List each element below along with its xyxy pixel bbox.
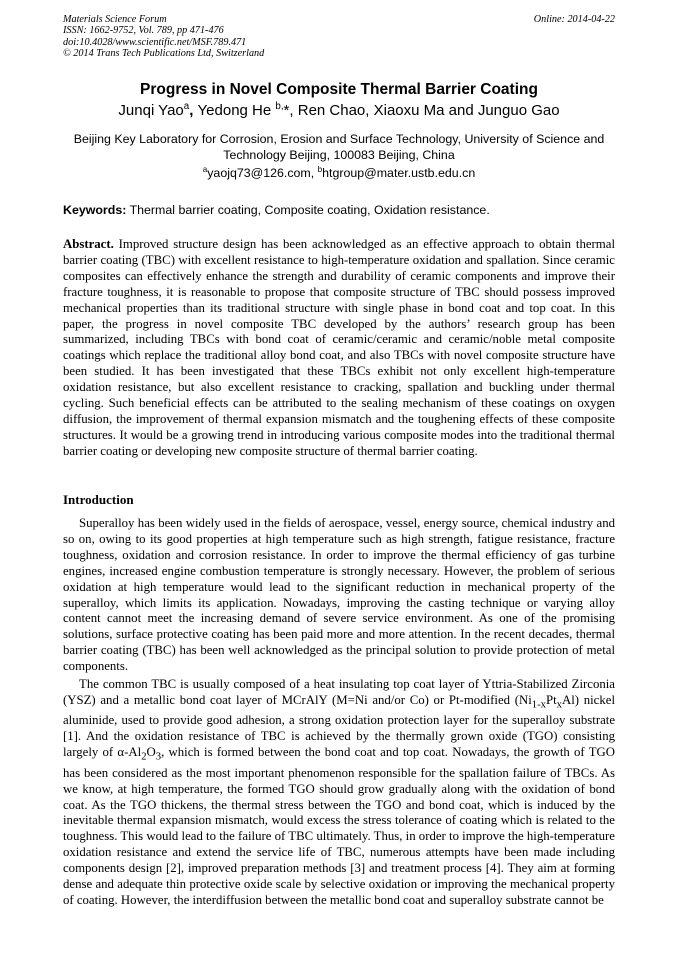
introduction-body [63,516,615,909]
paragraph: The common TBC is usually composed of a heat insulating top coat layer of Yttria-Stabilized Zirconia (YSZ) and a metallic bond coat layer of MCrAlY (M=Ni and/or Co) or Pt-modified $(Ni_{1-x}Pt_xAl)$ nickel aluminide, used to provide good adhesion, a strong oxidation protection layer for the superalloy substrate [1]. And the oxidation resistance of TBC is achieved by the thermally grown oxide (TGO) consisting largely of $\alpha-Al_2O_3$, which is formed between the bond coat and top coat. Nowadays, the growth of TGO has been considered as the most important phenomenon responsible for the spallation failure of TBCs. As we know, at high temperature, the formed TGO should grow gradually along with the oxidation of bond coat. As the TGO thickens, the thermal stress between the TGO and bond coat, which is induced by the inevitable thermal expansion mismatch, would excess the stress tolerance of coating which is related to the toughness. This would lead to the failure of TBC ultimately. Thus, in order to improve the high-temperature oxidation resistance and extend the service life of TBC, numerous attempts have been made including components design [2], improved preparation methods [3] and treatment process [4]. They aim at forming dense and adequate thin protective oxide scale by selective oxidation or improving the mechanical property of coating. However, the interdiffusion between the metallic bond coat and superalloy substrate cannot be [63,677,615,907]
journal-header [63,14,615,60]
author-affil-mark: b, [275,101,284,112]
keywords-label: Keywords: [63,203,127,217]
section-heading: Introduction [63,492,134,507]
corresponding-mark: * [283,102,290,119]
email-mark: a [202,164,208,174]
keywords-text: Thermal barrier coating, Composite coating, Oxidation resistance. [129,203,490,217]
journal-copyright: © 2014 Trans Tech Publications Ltd, Switzerland [63,48,265,60]
journal-name: Materials Science Forum [63,14,167,25]
abstract [63,237,615,460]
journal-doi: doi:10.4028/www.scientific.net/MSF.789.471 [63,36,247,48]
email-link: htgroup@mater.ustb.edu.cn [322,166,476,180]
paper-title: Progress in Novel Composite Thermal Barrier Coating [140,81,538,98]
author-affil-mark: a [183,101,190,112]
keywords [63,203,615,217]
author-names-rest: Ren Chao, Xiaoxu Ma and Junguo Gao [297,102,560,119]
author-list: Junqi Yao$^a$, Yedong He $^{b,}$*, Ren Chao, Xiaoxu Ma and Junguo Gao [118,101,560,119]
author-name: Yedong He [197,102,272,119]
author-name: Junqi Yao [118,102,184,119]
author-emails [63,166,615,180]
journal-issn: ISSN: 1662-9752, Vol. 789, pp 471-476 [63,25,224,37]
online-date: Online: 2014-04-22 [533,14,615,25]
paragraph: Superalloy has been widely used in the fields of aerospace, vessel, energy source, chemical industry and so on, owing to its good properties at high temperature such as high strength, fatigue resistance, fracture toughness, oxidation and corrosion resistance. In order to improve the thermal efficiency of gas turbine engines, increased engine combustion temperature is strongly necessary. However, the problem of serious oxidation at high temperature would lead to the significant reduction in mechanical property of the superalloy, which limits its application. Nowadays, improving the casting technique or varying alloy content cannot meet the increasing demand of severe service environment. As one of the promising solutions, surface protective coating has been paid more and more attention. In the recent decades, thermal barrier coating (TBC) has been well acknowledged as the principal solution to provide protection of metal components. [63,516,615,674]
email-mark: b [317,164,323,174]
abstract-label: Abstract. [63,237,114,251]
email-link: yaojq73@126.com, [207,166,315,180]
abstract-text: Improved structure design has been acknowledged as an effective approach to obtain thermal barrier coating (TBC) with excellent resistance to high-temperature oxidation and spallation. Since ceramic composites can effectively enhance the strength and durability of ceramic components and improve their fracture toughness, it is reasonable to propose that composite structure of TBC should possess improved mechanical properties than its traditional structure with single phase in bond coat and top coat. In this paper, the progress in novel composite TBC developed by the authors’ research group has been summarized, including TBCs with bond coat of ceramic/ceramic and ceramic/noble metal composite coatings which replace the traditional alloy bond coat, and also TBCs with novel composite structure have been studied. It has been investigated that these TBCs exhibit not only excellent high-temperature oxidation resistance, but also excellent resistance to cracking, spallation and buckling under thermal cycling. Such beneficial effects can be attributed to the sealing mechanism of these coatings on oxygen diffusion, the improvement of thermal expansion mismatch and the toughening effects of these composite structures. It would be a growing trend in introducing various composite modes into the traditional thermal barrier coating or developing new composite structure of thermal barrier coating. [63,237,615,458]
affiliation: Beijing Key Laboratory for Corrosion, Erosion and Surface Technology, University of Science and Technology Beijing, 100083 Beijing, China [73,132,605,162]
